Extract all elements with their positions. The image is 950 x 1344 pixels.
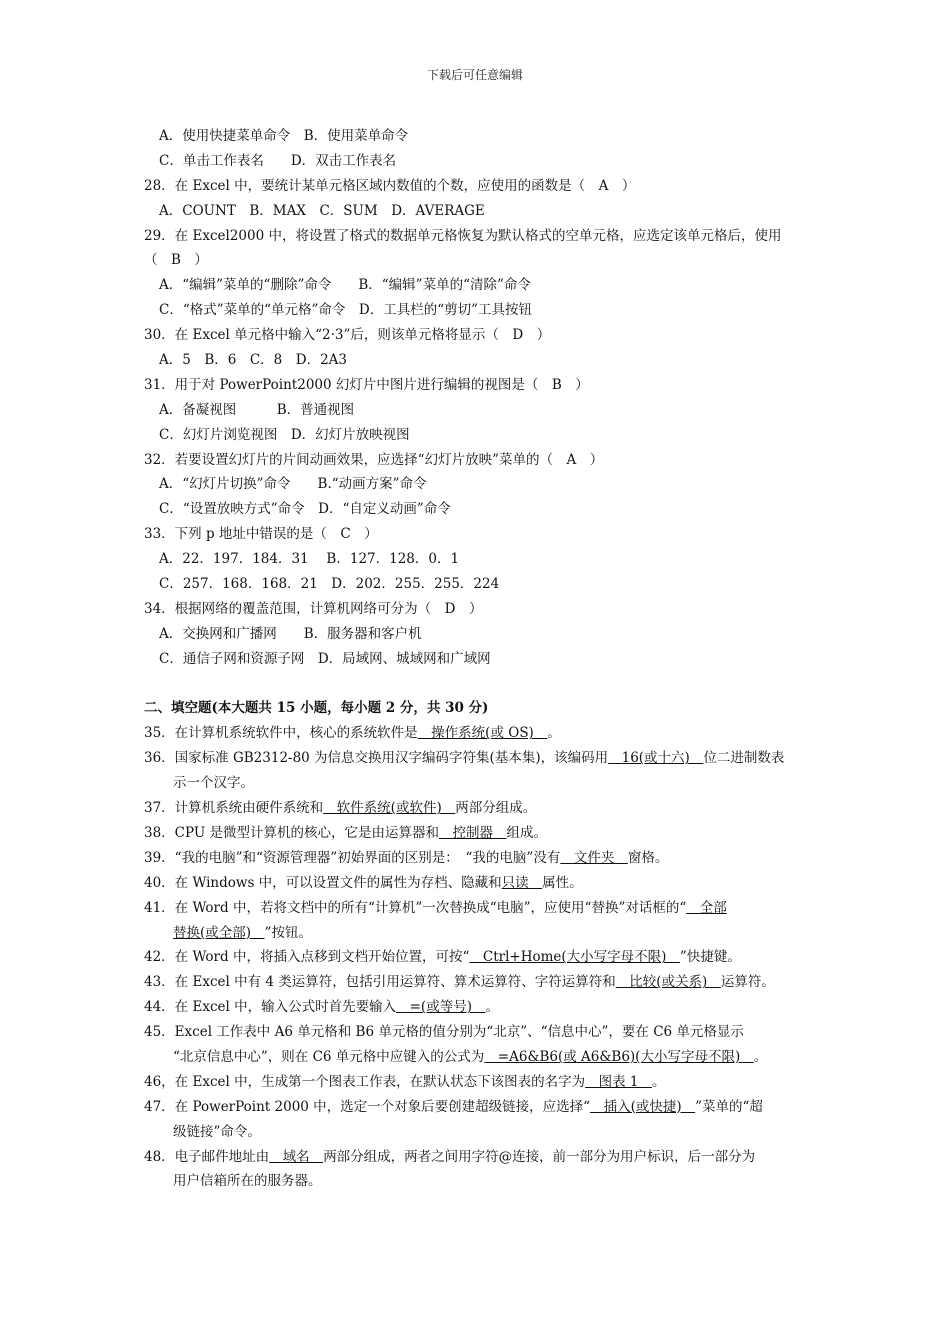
question-line (144, 970, 804, 995)
question-line (144, 746, 804, 771)
question-line (144, 1020, 804, 1045)
answer-blank: 文件夹 (560, 849, 628, 866)
answer-blank: =(或等号) (396, 999, 486, 1016)
question-continuation (144, 771, 804, 796)
question-line (144, 721, 804, 746)
question-text: 级链接”命令。 (173, 1123, 261, 1140)
answer-blank: 软件系统(或软件) (323, 800, 456, 817)
option-line: A．5 B．6 C．8 D．2A3 (159, 352, 348, 369)
question-text: 48．电子邮件地址由 (144, 1148, 270, 1165)
question-text: 位二进制数表 (703, 750, 785, 767)
answer-blank: 控制器 (439, 824, 507, 841)
question-line: （ B ） (144, 252, 208, 269)
option-line: C．257．168．168．21 D．202．255．255．224 (159, 576, 500, 593)
question-text: 45．Excel 工作表中 A6 单元格和 B6 单元格的值分别为“北京”、“信息中心”，要在 C6 单元格显示 (144, 1024, 744, 1041)
answer-blank: 插入(或快捷) (590, 1098, 696, 1115)
question-text: 属性。 (542, 874, 583, 891)
question-text: 37．计算机系统由硬件系统和 (144, 800, 324, 817)
question-continuation (144, 1120, 804, 1145)
option-line: A．22．197．184．31 B．127．128．0．1 (159, 551, 460, 568)
answer-blank: 比较(或关系) (615, 974, 721, 991)
question-text: 46，在 Excel 中，生成第一个图表工作表，在默认状态下该图表的名字为 (144, 1073, 586, 1090)
answer-blank: 操作系统(或 OS) (417, 725, 548, 742)
question-text: 。 (547, 725, 561, 742)
question-text: 47．在 PowerPoint 2000 中，选定一个对象后要创建超级链接，应选择“ (144, 1098, 591, 1115)
question-line (144, 871, 804, 896)
section-title: 二、填空题(本大题共 15 小题，每小题 2 分，共 30 分) (144, 700, 489, 717)
option-line: A．“幻灯片切换”命令 B.“动画方案”命令 (159, 476, 427, 493)
question-text: 43．在 Excel 中有 4 类运算符，包括引用运算符、算术运算符、字符运算符和 (144, 974, 616, 991)
option-line: A．备凝视图 B．普通视图 (159, 401, 355, 418)
section-gap (144, 672, 804, 697)
question-text: 44．在 Excel 中，输入公式时首先要输入 (144, 999, 397, 1016)
question-line: 29．在 Excel2000 中，将设置了格式的数据单元格恢复为默认格式的空单元格，应选定该单元格后，使用 (144, 227, 782, 244)
question-text: 组成。 (506, 824, 548, 841)
question-line (144, 1145, 804, 1170)
question-line: 34．根据网络的覆盖范围，计算机网络可分为（ D ） (144, 600, 483, 617)
question-text: 窗格。 (627, 849, 669, 866)
question-text: 36．国家标准 GB2312-80 为信息交换用汉字编码字符集(基本集)，该编码用 (144, 750, 609, 767)
question-text: 41．在 Word 中，若将文档中的所有“计算机”一次替换成“电脑”，应使用“替换”对话框的“ (144, 899, 687, 916)
answer-blank: 图表 1 (585, 1073, 652, 1090)
answer-blank: 域名 (269, 1148, 324, 1165)
answer-blank: Ctrl+Home(大小写字母不限) (469, 949, 680, 966)
question-text: ”按钮。 (264, 924, 312, 941)
question-text: 用户信箱所在的服务器。 (173, 1173, 322, 1190)
question-text: 运算符。 (720, 974, 775, 991)
question-text: “北京信息中心”，则在 C6 单元格中应键入的公式为 (173, 1048, 485, 1065)
option-line: A．COUNT B．MAX C．SUM D．AVERAGE (159, 202, 485, 219)
question-text: 。 (753, 1048, 768, 1065)
option-line: A．交换网和广播网 B．服务器和客户机 (159, 625, 422, 642)
question-line (144, 896, 804, 921)
document-body (144, 124, 804, 1194)
answer-blank: 16(或十六) (608, 750, 704, 767)
question-line (144, 796, 804, 821)
question-text: 40．在 Windows 中，可以设置文件的属性为存档、隐藏和 (144, 874, 502, 891)
question-line (144, 945, 804, 970)
option-line: C．“设置放映方式”命令 D．“自定义动画”命令 (159, 501, 451, 518)
question-line: 33．下列 p 地址中错误的是（ C ） (144, 526, 378, 543)
question-text: 。 (652, 1073, 666, 1090)
question-line: 31．用于对 PowerPoint2000 幻灯片中图片进行编辑的视图是（ B ） (144, 376, 589, 393)
question-line (144, 846, 804, 871)
question-line: 32．若要设置幻灯片的片间动画效果，应选择“幻灯片放映”菜单的（ A ） (144, 451, 604, 468)
question-text: 。 (485, 999, 499, 1016)
question-line: 28．在 Excel 中，要统计某单元格区域内数值的个数，应使用的函数是（ A ） (144, 177, 636, 194)
question-continuation (144, 1169, 804, 1194)
answer-blank: =A6&B6(或 A6&B6)(大小写字母不限) (484, 1048, 754, 1065)
question-text: 两部分组成，两者之间用字符@连接，前一部分为用户标识，后一部分为 (323, 1148, 756, 1165)
question-line (144, 995, 804, 1020)
question-text: 两部分组成。 (455, 800, 537, 817)
question-line (144, 821, 804, 846)
option-line: C．幻灯片浏览视图 D．幻灯片放映视图 (159, 426, 410, 443)
question-text: ”快捷键。 (679, 949, 741, 966)
question-text: 35．在计算机系统软件中，核心的系统软件是 (144, 725, 418, 742)
question-continuation (144, 921, 804, 946)
question-continuation (144, 1045, 804, 1070)
option-line: C．通信子网和资源子网 D．局域网、城域网和广域网 (159, 650, 491, 667)
fill-in-section (144, 721, 804, 1194)
question-text: 38．CPU 是微型计算机的核心，它是由运算器和 (144, 824, 440, 841)
page-header: 下载后可任意编辑 (426, 68, 523, 82)
answer-blank: 全部 (686, 899, 727, 916)
question-text: ”菜单的“超 (695, 1098, 763, 1115)
question-text: 示一个汉字。 (173, 775, 254, 792)
multiple-choice-section (144, 124, 804, 672)
question-line: 30．在 Excel 单元格中输入“2·3”后，则该单元格将显示（ D ） (144, 327, 551, 344)
option-line: C．“格式”菜单的“单元格”命令 D．工具栏的“剪切”工具按钮 (159, 302, 533, 319)
answer-blank: 替换(或全部) (173, 924, 265, 941)
option-line: A．“编辑”菜单的“删除”命令 B．“编辑”菜单的“清除”命令 (159, 277, 531, 294)
option-line: C．单击工作表名 D．双击工作表名 (159, 152, 397, 169)
question-text: 42．在 Word 中，将插入点移到文档开始位置，可按“ (144, 949, 470, 966)
question-line (144, 1070, 804, 1095)
question-line (144, 1095, 804, 1120)
question-text: 39．“我的电脑”和“资源管理器”初始界面的区别是： “我的电脑”没有 (144, 849, 561, 866)
option-line: A．使用快捷菜单命令 B．使用菜单命令 (159, 128, 409, 144)
answer-blank: 只读 (501, 874, 543, 891)
